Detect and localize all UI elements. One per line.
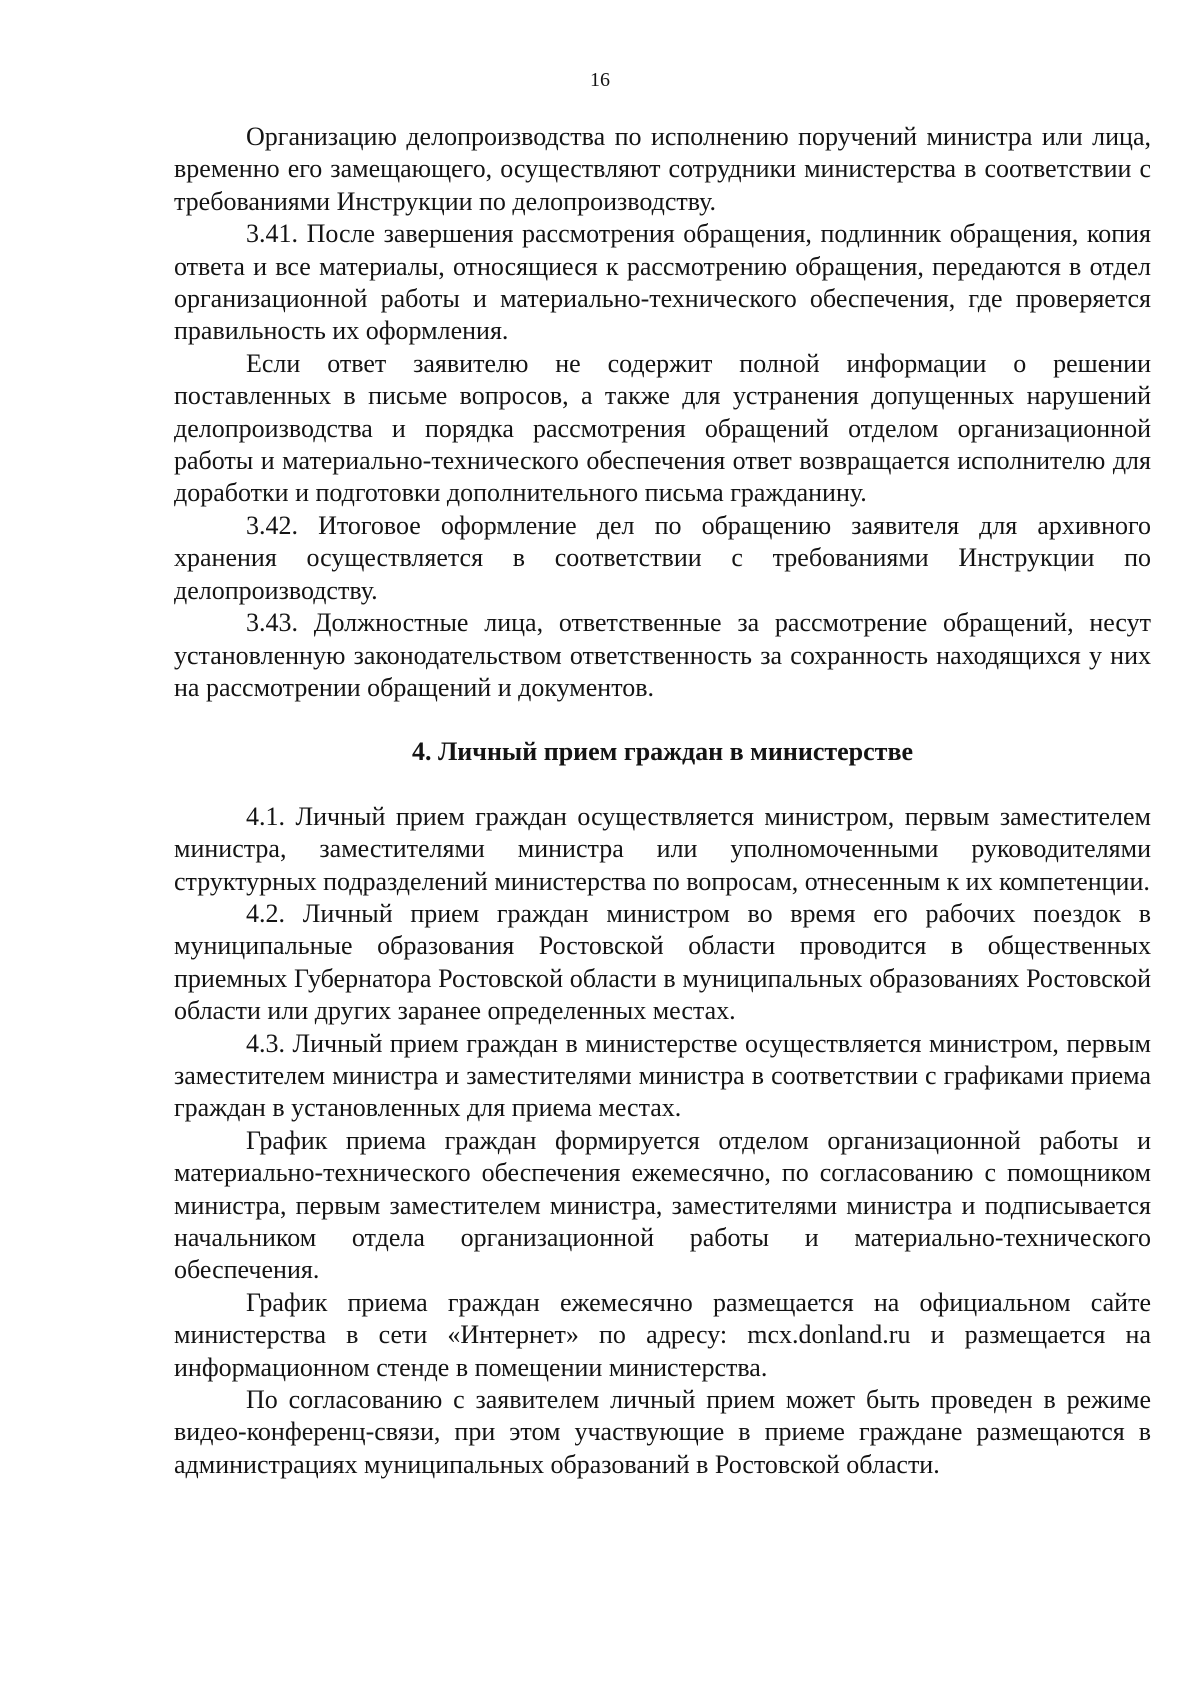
paragraph-4-1: 4.1. Личный прием граждан осуществляется министром, первым заместителем министра, заместителями министра или уполномоченными руководителями структурных подразделений министерства по вопросам, отнесенным к их компетенции. xyxy=(174,801,1151,896)
page-number: 16 xyxy=(590,69,610,91)
document-body xyxy=(174,121,1151,1481)
section-heading: 4. Личный прием граждан в министерстве xyxy=(411,737,914,767)
paragraph-incomplete-response: Если ответ заявителю не содержит полной информации о решении поставленных в письме вопросов, а также для устранения допущенных нарушений делопроизводства и порядка рассмотрения обращений отделом организационной работы и материально-технического обеспечения ответ возвращается исполнителю для доработки и подготовки дополнительного письма гражданину. xyxy=(174,348,1151,508)
paragraph-schedule-formation: График приема граждан формируется отделом организационной работы и материально-технического обеспечения ежемесячно, по согласованию с помощником министра, первым заместителем министра, заместителями министра и подписывается начальником отдела организационной работы и материально-технического обеспечения. xyxy=(174,1125,1151,1285)
paragraph-schedule-publication: График приема граждан ежемесячно размещается на официальном сайте министерства в сети «Интернет» по адресу: mcx.donland.ru и размещается на информационном стенде в помещении министерства. xyxy=(174,1287,1151,1382)
paragraph-4-2: 4.2. Личный прием граждан министром во время его рабочих поездок в муниципальные образования Ростовской области проводится в общественных приемных Губернатора Ростовской области в муниципальных образованиях Ростовской области или других заранее определенных местах. xyxy=(174,898,1151,1026)
paragraph-4-3: 4.3. Личный прием граждан в министерстве осуществляется министром, первым заместителем министра и заместителями министра в соответствии с графиками приема граждан в установленных для приема местах. xyxy=(174,1028,1151,1123)
paragraph-records-management: Организацию делопроизводства по исполнению поручений министра или лица, временно его замещающего, осуществляют сотрудники министерства в соответствии с требованиями Инструкции по делопроизводству. xyxy=(174,122,1151,216)
paragraph-3-42: 3.42. Итоговое оформление дел по обращению заявителя для архивного хранения осуществляется в соответствии с требованиями Инструкции по делопроизводству. xyxy=(174,510,1151,605)
paragraph-3-43: 3.43. Должностные лица, ответственные за рассмотрение обращений, несут установленную законодательством ответственность за сохранность находящихся у них на рассмотрении обращений и документов. xyxy=(174,608,1151,702)
paragraph-3-41: 3.41. После завершения рассмотрения обращения, подлинник обращения, копия ответа и все материалы, относящиеся к рассмотрению обращения, передаются в отдел организационной работы и материально-технического обеспечения, где проверяется правильность их оформления. xyxy=(174,219,1151,346)
paragraph-video-conference: По согласованию с заявителем личный прием может быть проведен в режиме видео-конференц-связи, при этом участвующие в приеме граждане размещаются в администрациях муниципальных образований в Ростовской области. xyxy=(174,1385,1151,1479)
